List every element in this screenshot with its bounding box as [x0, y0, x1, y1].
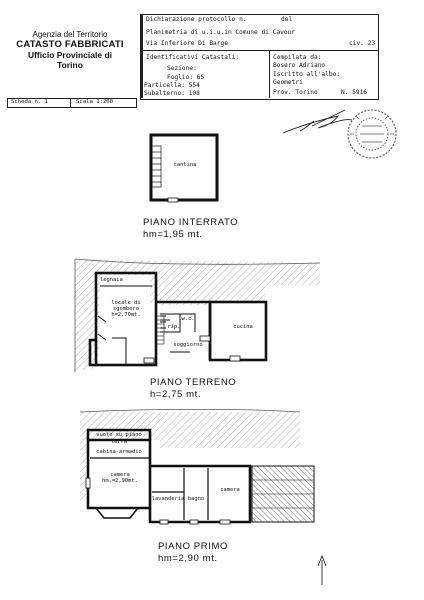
prov-label: Prov. Torino	[273, 89, 318, 96]
plan-terreno-height: h=2,75 mt.	[150, 389, 202, 400]
numero-label: N. 5916	[341, 89, 368, 96]
room-locale: locale di	[111, 300, 141, 306]
official-stamp-icon	[348, 110, 396, 158]
iscritto-value: Geometri	[273, 79, 303, 86]
agency-line-3: Ufficio Provinciale di	[27, 50, 113, 60]
room-wc: w.c.	[181, 316, 195, 322]
subalterno-label: Subalterno: 108	[144, 90, 200, 97]
plan-interrato	[151, 135, 217, 202]
scala-label: Scala 1:200	[76, 99, 114, 105]
room-locale-2: sgombero	[113, 306, 139, 312]
room-soggiorno: soggiorno	[173, 342, 203, 348]
compilata-value: Bosero Adriano	[273, 62, 326, 69]
address-text: Via Inferiore Di Barge	[146, 40, 228, 47]
scheda-label: Scheda n. 1	[11, 99, 49, 105]
room-lavanderia: lavanderia	[151, 496, 185, 502]
sezione-label: Sezione:	[167, 65, 197, 72]
agency-line-4: Torino	[57, 60, 83, 70]
room-legnaia: legnaia	[100, 277, 123, 283]
room-vuoto: vuoto su piano terra	[96, 432, 142, 445]
plan-terreno-title: PIANO TERRENO	[150, 377, 237, 388]
room-camera-2: camera	[220, 487, 240, 493]
particella-label: Particella: 554	[144, 82, 200, 89]
agency-line-1: Agenzia del Territorio	[32, 30, 108, 39]
room-bagno: bagno	[187, 496, 205, 502]
room-camera-1: camera	[110, 472, 130, 478]
compilata-label: Compilata da:	[273, 54, 322, 61]
room-locale-height: h=2,70mt.	[111, 312, 141, 318]
room-rip: rip.	[167, 324, 181, 330]
planimetria-text: Planimetria di u.i.u.in Comune di Cavour	[146, 29, 296, 36]
plan-interrato-height: hm=1,95 mt.	[143, 229, 203, 240]
room-camera-1-height: hm.=2,90mt.	[102, 478, 138, 484]
room-cabina-armadio: cabina-armadio	[96, 449, 142, 455]
room-cucina: cucina	[233, 324, 253, 330]
agency-line-2: CATASTO FABBRICATI	[16, 39, 124, 50]
room-cantina: cantina	[173, 162, 197, 168]
plan-interrato-title: PIANO INTERRATO	[143, 217, 239, 228]
plan-primo-title: PIANO PRIMO	[158, 541, 228, 552]
north-arrow-icon	[318, 556, 326, 585]
plan-primo-height: hm=2,90 mt.	[158, 553, 218, 564]
signature-mark	[283, 110, 352, 133]
civ-text: civ. 23	[349, 40, 376, 47]
dichiarazione-text: Dichiarazione protocollo n.	[146, 16, 247, 23]
identificativi-title: Identificativi Catastali:	[146, 54, 240, 61]
del-text: del	[281, 16, 293, 23]
foglio-label: Foglio: 65	[167, 74, 205, 81]
iscritto-label: Iscritto all'albo:	[273, 71, 341, 78]
